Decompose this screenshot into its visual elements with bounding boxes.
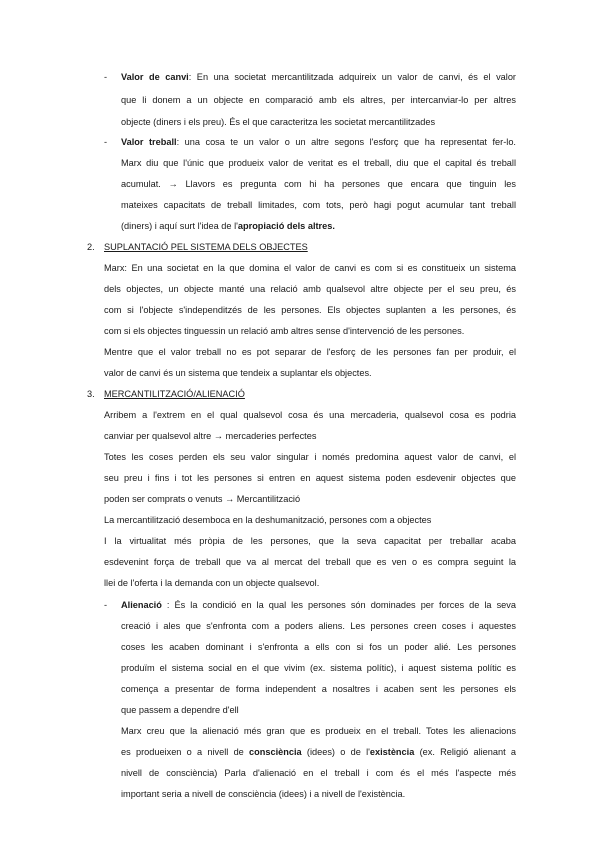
- bullet-line: produïm el sistema social en el que vivim (ex. sistema polític), i aquest sistema polític es: [121, 663, 516, 673]
- paragraph-line: Mentre que el valor treball no es pot separar de l'esforç de les persones fan per produir, el: [104, 347, 516, 357]
- bullet-dash: -: [104, 72, 108, 82]
- section-number: 3.: [87, 389, 95, 399]
- text: : És la condició en la qual les persones són dominades per forces de la seva: [161, 600, 516, 610]
- highlight-consciencia: consciència: [249, 747, 302, 757]
- bullet-line: [121, 746, 516, 758]
- text: : una cosa te un valor o un altre segons l'esforç que ha representat fer-lo.: [176, 137, 516, 147]
- paragraph-line: llei de l'oferta i la demanda con un objecte qualsevol.: [104, 578, 320, 588]
- section-heading: SUPLANTACIÓ PEL SISTEMA DELS OBJECTES: [104, 242, 308, 252]
- section-number: 2.: [87, 242, 95, 252]
- paragraph-line: canviar per qualsevol altre → mercaderies perfectes: [104, 431, 317, 441]
- paragraph-line: dels objectes, un objecte manté una relació amb qualsevol altre objecte per el seu preu, és: [104, 284, 516, 294]
- bullet-line: [121, 599, 516, 611]
- paragraph-line: esdevenint força de treball que va al mercat del treball que es ven o es compra seguint la: [104, 557, 516, 567]
- bullet-line: comença a presentar de forma independent a nosaltres i acaben sent les persones els: [121, 684, 516, 694]
- term-valor-treball: Valor treball: [121, 137, 177, 147]
- bullet-line: [121, 71, 516, 83]
- bullet-line: Marx creu que la alienació més gran que es produeix en el treball. Totes les alienacions: [121, 726, 516, 736]
- term-alienacio: Alienació: [121, 600, 162, 610]
- paragraph-line: seu preu i fins i tot les persones si entren en aquest sistema poden esdevenir objectes que: [104, 473, 516, 483]
- text: (diners) i aquí surt l'idea de l': [121, 221, 238, 231]
- paragraph-line: com si els objectes tinguessin un relació amb altres sense d'intervenció de les persones.: [104, 326, 465, 336]
- bullet-dash: -: [104, 137, 108, 147]
- text: (ex. Religió alienant a: [414, 747, 517, 757]
- text: es produeixen o a nivell de: [121, 747, 250, 757]
- bullet-line: objecte (diners i els preu). És el que caracteritza les societat mercantilitzades: [121, 117, 436, 127]
- bullet-line: Marx diu que l'únic que produeix valor de veritat es el treball, diu que el capital és treball: [121, 158, 516, 168]
- paragraph-line: I la virtualitat més pròpia de les persones, que la seva capacitat per treballar acaba: [104, 536, 516, 546]
- bullet-line: coses les acaben dominant i s'enfronta a ells con si fos un poder alié. Les persones: [121, 642, 516, 652]
- text: (idees) o de l': [301, 747, 370, 757]
- bullet-line: creació i ales que s'enfronta com a poders aliens. Les persones creen coses i aquestes: [121, 621, 516, 631]
- paragraph-line: Marx: En una societat en la que domina el valor de canvi es com si es constitueix un sistema: [104, 263, 516, 273]
- highlight-apropiacio: apropiació dels altres.: [237, 221, 335, 231]
- paragraph-line: valor de canvi és un sistema que tendeix a suplantar els objectes.: [104, 368, 372, 378]
- highlight-existencia: existència: [369, 747, 415, 757]
- bullet-line: mateixes capacitats de treball limitades, com tots, però hagi pogut acumular tant treball: [121, 200, 516, 210]
- bullet-line: acumulat. → Llavors es pregunta com hi ha persones que encara que tinguin les: [121, 179, 516, 189]
- paragraph-line: com si l'objecte s'independitzés de les persones. Els objectes suplanten a les persones, és: [104, 305, 516, 315]
- bullet-line: important seria a nivell de consciència (idees) i a nivell de l'existència.: [121, 789, 406, 799]
- paragraph-line: Totes les coses perden els seu valor singular i només predomina aquest valor de canvi, el: [104, 452, 516, 462]
- bullet-line: [121, 136, 516, 148]
- text: : En una societat mercantilitzada adquireix un valor de canvi, és el valor: [188, 72, 516, 82]
- bullet-line: que passem a dependre d'ell: [121, 705, 239, 715]
- paragraph-line: La mercantilització desemboca en la deshumanització, persones com a objectes: [104, 515, 432, 525]
- bullet-dash: -: [104, 600, 108, 610]
- paragraph-line: poden ser comprats o venuts → Mercantilització: [104, 494, 301, 504]
- section-heading: MERCANTILITZACIÓ/ALIENACIÓ: [104, 389, 245, 399]
- bullet-line: que li donem a un objecte en comparació amb els altres, per intercanviar-lo per altres: [121, 95, 516, 105]
- bullet-line: [121, 220, 335, 232]
- term-valor-canvi: Valor de canvi: [121, 72, 189, 82]
- bullet-line: nivell de consciència) Parla d'alienació en el treball i com és el més l'aspecte més: [121, 768, 516, 778]
- paragraph-line: Arribem a l'extrem en el qual qualsevol cosa és una mercaderia, qualsevol cosa es podria: [104, 410, 516, 420]
